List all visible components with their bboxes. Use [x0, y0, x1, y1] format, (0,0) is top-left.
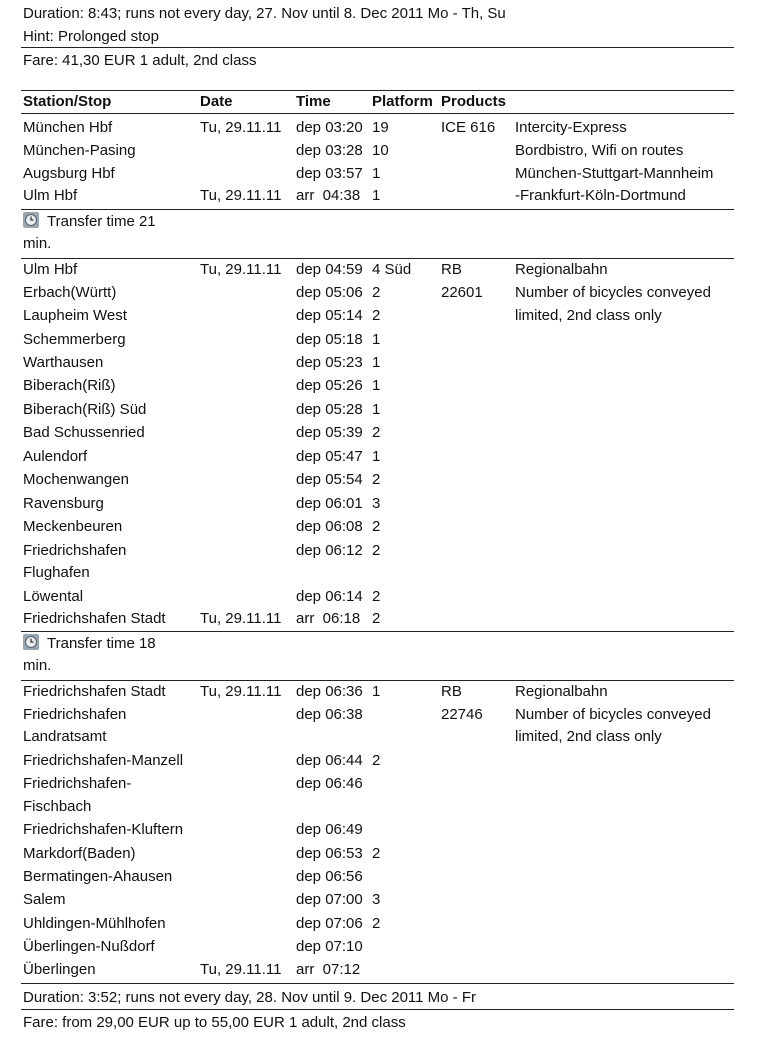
table-top-rule	[21, 90, 734, 91]
date-cell: Tu, 29.11.11	[200, 961, 282, 978]
time-cell: dep 05:39	[296, 424, 363, 441]
station-name: Warthausen	[23, 354, 104, 371]
time-cell: dep 06:49	[296, 821, 363, 838]
product-number[interactable]: 22601	[441, 284, 483, 301]
time-cell: arr 06:18	[296, 610, 361, 627]
header-time: Time	[296, 93, 331, 110]
time-cell: dep 06:46	[296, 775, 363, 792]
clock-icon	[23, 212, 39, 228]
platform-cell: 2	[372, 518, 381, 535]
clock-icon	[23, 634, 39, 650]
product-info-continued: limited, 2nd class only	[515, 728, 662, 745]
platform-cell: 2	[372, 471, 381, 488]
time-cell: arr 04:38	[296, 187, 361, 204]
time-cell: dep 06:53	[296, 845, 363, 862]
header-rule	[21, 113, 734, 114]
transfer-line	[23, 211, 156, 233]
duration-text: Duration: 8:43; runs not every day, 27. Nov until 8. Dec 2011 Mo - Th, Su	[23, 5, 506, 22]
divider	[21, 1009, 734, 1010]
time-cell: dep 07:10	[296, 938, 363, 955]
platform-cell: 10	[372, 142, 389, 159]
station-name: Biberach(Riß)	[23, 377, 116, 394]
transfer-time-unit: min.	[23, 657, 52, 674]
station-name: Markdorf(Baden)	[23, 845, 136, 862]
station-name: Augsburg Hbf	[23, 165, 115, 182]
station-name: München Hbf	[23, 119, 113, 136]
platform-cell: 19	[372, 119, 389, 136]
station-name: Ulm Hbf	[23, 261, 78, 278]
station-name: Laupheim West	[23, 307, 127, 324]
station-name: Ulm Hbf	[23, 187, 78, 204]
station-name: Friedrichshafen-Manzell	[23, 752, 184, 769]
station-name: Friedrichshafen	[23, 542, 127, 559]
platform-cell: 1	[372, 683, 381, 700]
time-cell: dep 03:28	[296, 142, 363, 159]
product-info: -Frankfurt-Köln-Dortmund	[515, 187, 686, 204]
transfer-time-text: Transfer time 18	[47, 635, 156, 652]
product-link[interactable]: RB	[441, 683, 462, 700]
time-cell: dep 06:56	[296, 868, 363, 885]
duration-text: Duration: 3:52; runs not every day, 28. Nov until 9. Dec 2011 Mo - Fr	[23, 989, 476, 1006]
product-info: Number of bicycles conveyed	[515, 706, 711, 723]
header-products: Products	[441, 93, 507, 110]
station-name: Friedrichshafen	[23, 706, 127, 723]
time-cell: dep 06:36	[296, 683, 363, 700]
time-cell: dep 05:28	[296, 401, 363, 418]
platform-cell: 1	[372, 354, 381, 371]
station-name: Überlingen-Nußdorf	[23, 938, 155, 955]
station-name: Löwental	[23, 588, 84, 605]
time-cell: dep 05:47	[296, 448, 363, 465]
time-cell: dep 05:26	[296, 377, 363, 394]
time-cell: dep 06:14	[296, 588, 363, 605]
platform-cell: 2	[372, 610, 381, 627]
product-info: Regionalbahn	[515, 683, 608, 700]
divider	[21, 209, 734, 210]
platform-cell: 4 Süd	[372, 261, 412, 278]
station-name: Bad Schussenried	[23, 424, 145, 441]
date-cell: Tu, 29.11.11	[200, 261, 282, 278]
hint-text: Hint: Prolonged stop	[23, 28, 159, 45]
time-cell: dep 04:59	[296, 261, 363, 278]
platform-cell: 1	[372, 165, 381, 182]
platform-cell: 2	[372, 542, 381, 559]
transfer-time-text: Transfer time 21	[47, 213, 156, 230]
platform-cell: 2	[372, 845, 381, 862]
station-name: Mochenwangen	[23, 471, 129, 488]
time-cell: dep 03:57	[296, 165, 363, 182]
platform-cell: 2	[372, 284, 381, 301]
divider	[21, 47, 734, 48]
time-cell: dep 05:06	[296, 284, 363, 301]
fare-text: Fare: 41,30 EUR 1 adult, 2nd class	[23, 52, 257, 69]
time-cell: dep 06:01	[296, 495, 363, 512]
platform-cell: 1	[372, 401, 381, 418]
station-name: Bermatingen-Ahausen	[23, 868, 173, 885]
station-name: Friedrichshafen Stadt	[23, 610, 166, 627]
platform-cell: 3	[372, 495, 381, 512]
platform-cell: 2	[372, 424, 381, 441]
time-cell: arr 07:12	[296, 961, 361, 978]
platform-cell: 2	[372, 307, 381, 324]
platform-cell: 3	[372, 891, 381, 908]
station-name-continued: Landratsamt	[23, 728, 107, 745]
station-name-continued: Flughafen	[23, 564, 90, 581]
station-name: Friedrichshafen-Kluftern	[23, 821, 184, 838]
date-cell: Tu, 29.11.11	[200, 610, 282, 627]
station-name: Friedrichshafen-	[23, 775, 132, 792]
station-name: Erbach(Württ)	[23, 284, 117, 301]
product-link[interactable]: RB	[441, 261, 462, 278]
platform-cell: 2	[372, 588, 381, 605]
time-cell: dep 05:23	[296, 354, 363, 371]
platform-cell: 2	[372, 915, 381, 932]
time-cell: dep 05:18	[296, 331, 363, 348]
station-name: Salem	[23, 891, 66, 908]
fare-text: Fare: from 29,00 EUR up to 55,00 EUR 1 adult, 2nd class	[23, 1014, 406, 1031]
product-info: Bordbistro, Wifi on routes	[515, 142, 684, 159]
platform-cell: 1	[372, 448, 381, 465]
time-cell: dep 07:06	[296, 915, 363, 932]
station-name: München-Pasing	[23, 142, 136, 159]
date-cell: Tu, 29.11.11	[200, 119, 282, 136]
platform-cell: 2	[372, 752, 381, 769]
station-name-continued: Fischbach	[23, 798, 92, 815]
product-info: Number of bicycles conveyed	[515, 284, 711, 301]
date-cell: Tu, 29.11.11	[200, 683, 282, 700]
header-date: Date	[200, 93, 233, 110]
product-info: Intercity-Express	[515, 119, 627, 136]
station-name: Aulendorf	[23, 448, 88, 465]
time-cell: dep 06:08	[296, 518, 363, 535]
time-cell: dep 05:14	[296, 307, 363, 324]
date-cell: Tu, 29.11.11	[200, 187, 282, 204]
platform-cell: 1	[372, 187, 381, 204]
product-info: limited, 2nd class only	[515, 307, 662, 324]
time-cell: dep 07:00	[296, 891, 363, 908]
product-info: Regionalbahn	[515, 261, 608, 278]
time-cell: dep 06:12	[296, 542, 363, 559]
product-info: München-Stuttgart-Mannheim	[515, 165, 714, 182]
time-cell: dep 05:54	[296, 471, 363, 488]
platform-cell: 1	[372, 377, 381, 394]
product-link[interactable]: ICE 616	[441, 119, 496, 136]
divider	[21, 983, 734, 984]
station-name: Ravensburg	[23, 495, 104, 512]
transfer-line	[23, 633, 156, 655]
header-platform: Platform	[372, 93, 433, 110]
station-name: Überlingen	[23, 961, 96, 978]
header-station: Station/Stop	[23, 93, 112, 110]
time-cell: dep 06:44	[296, 752, 363, 769]
station-name: Schemmerberg	[23, 331, 126, 348]
divider	[21, 631, 734, 632]
transfer-time-unit: min.	[23, 235, 52, 252]
station-name: Uhldingen-Mühlhofen	[23, 915, 166, 932]
station-name: Friedrichshafen Stadt	[23, 683, 166, 700]
time-cell: dep 06:38	[296, 706, 363, 723]
time-cell: dep 03:20	[296, 119, 363, 136]
platform-cell: 1	[372, 331, 381, 348]
station-name: Meckenbeuren	[23, 518, 123, 535]
product-number[interactable]: 22746	[441, 706, 483, 723]
station-name: Biberach(Riß) Süd	[23, 401, 147, 418]
